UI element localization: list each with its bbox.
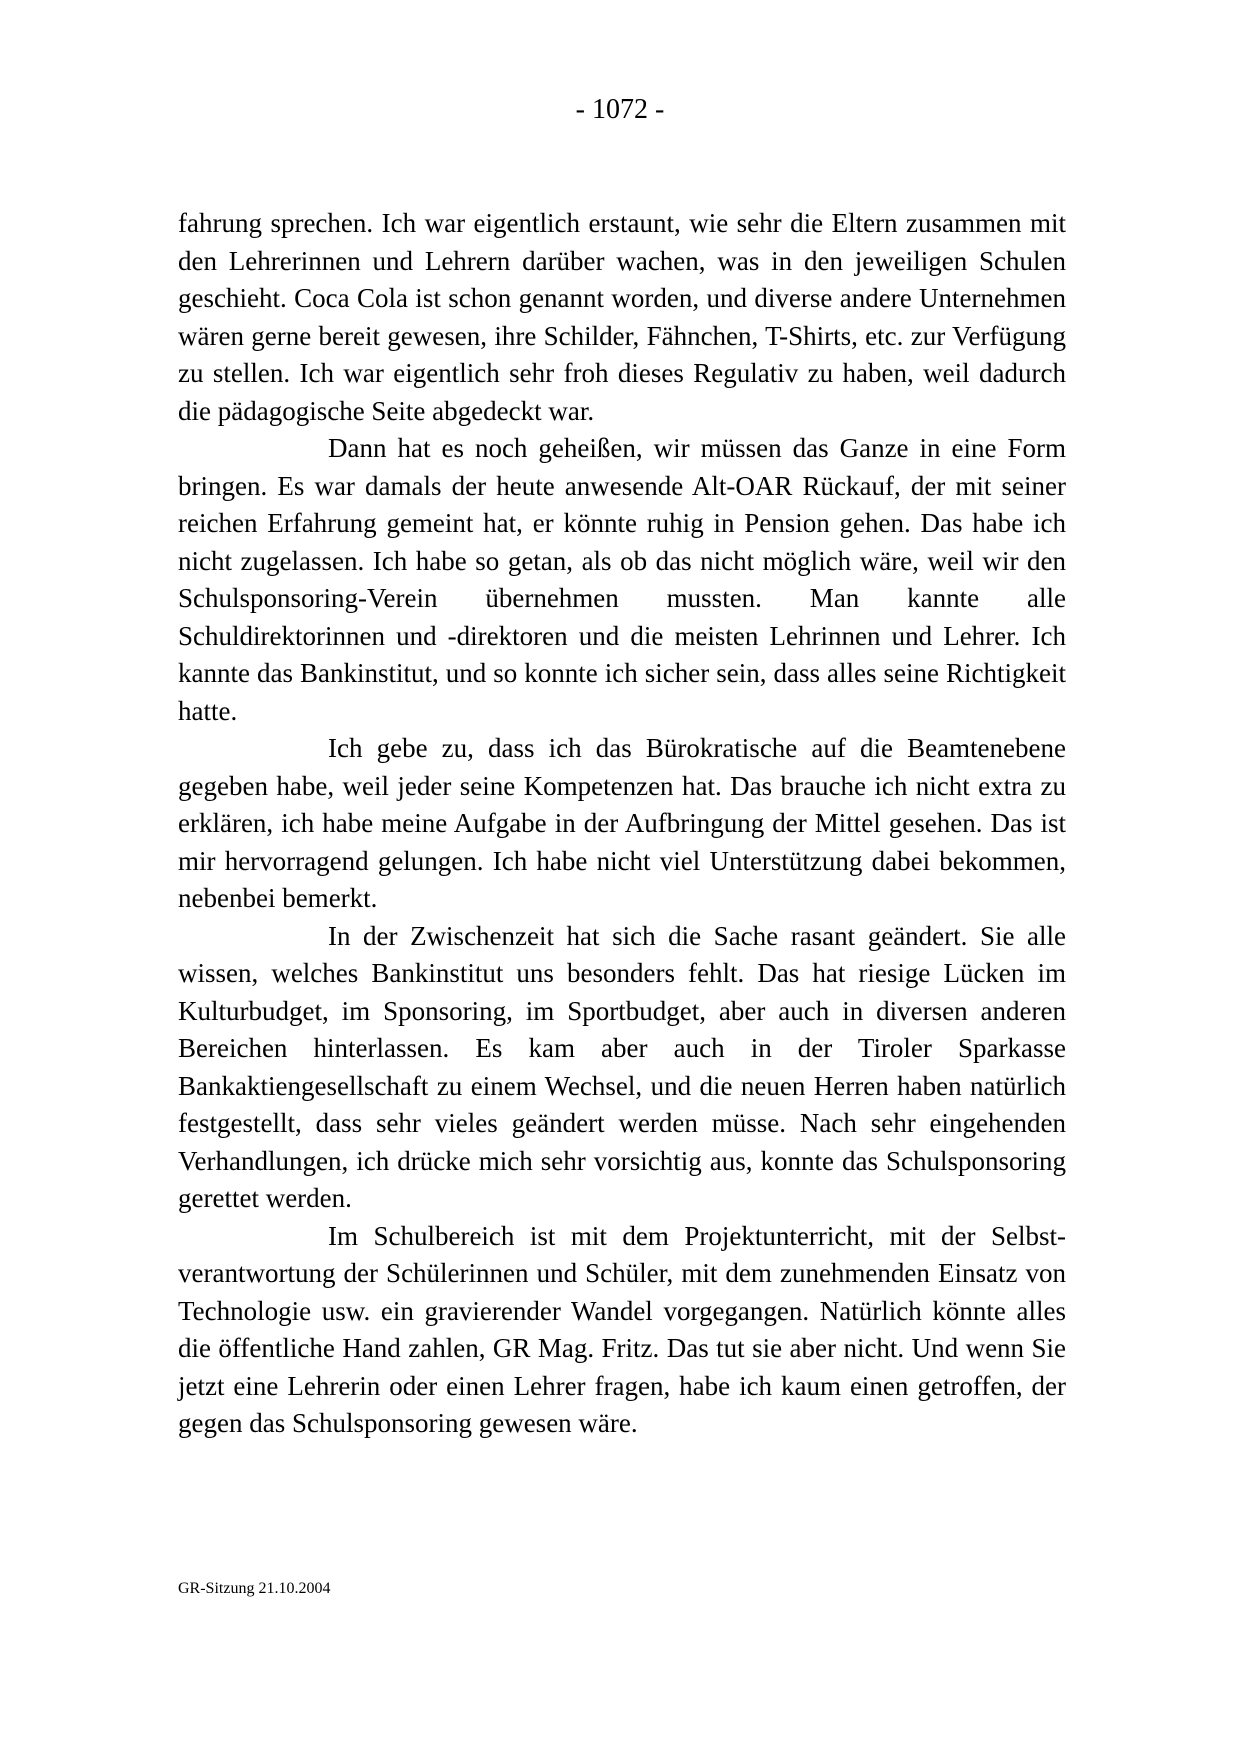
paragraph-2: Dann hat es noch geheißen, wir müssen das Ganze in eine Form bringen. Es war damals der heute anwesende Alt-OAR Rückauf, der mit seiner reichen Erfahrung gemeint hat, er könnte ruhig in Pension gehen. Das habe ich nicht zugelassen. Ich habe so getan, als ob das nicht möglich wäre, weil wir den Schulsponsoring-Verein übernehmen mussten. Man kannte alle Schuldirektorinnen und -direktoren und die meisten Lehrinnen und Lehrer. Ich kannte das Bankinstitut, und so konnte ich sicher sein, dass alles seine Richtigkeit hatte.	[178, 433, 1066, 726]
body-text	[178, 205, 1066, 1443]
footer-session-date: GR-Sitzung 21.10.2004	[178, 1580, 331, 1597]
paragraph-3: Ich gebe zu, dass ich das Bürokratische auf die Beamtenebene gegeben habe, weil jeder seine Kompetenzen hat. Das brauche ich nicht extra zu erklären, ich habe meine Aufgabe in der Aufbringung der Mittel gesehen. Das ist mir hervorragend gelungen. Ich habe nicht viel Unterstützung dabei bekommen, nebenbei bemerkt.	[178, 733, 1066, 913]
paragraph-1: fahrung sprechen. Ich war eigentlich erstaunt, wie sehr die Eltern zusammen mit den Lehrerinnen und Lehrern darüber wachen, was in den jeweiligen Schulen geschieht. Coca Cola ist schon genannt worden, und diverse andere Unternehmen wären gerne bereit gewesen, ihre Schilder, Fähnchen, T-Shirts, etc. zur Verfügung zu stellen. Ich war eigentlich sehr froh dieses Regulativ zu haben, weil dadurch die pädagogische Seite abgedeckt war.	[178, 208, 1066, 426]
page-number: - 1072 -	[575, 94, 665, 125]
paragraph-4: In der Zwischenzeit hat sich die Sache rasant geändert. Sie alle wissen, welches Bankinstitut uns besonders fehlt. Das hat riesige Lücken im Kulturbudget, im Sponsoring, im Sportbudget, aber auch in diversen anderen Bereichen hinterlassen. Es kam aber auch in der Tiroler Sparkasse Bankaktiengesellschaft zu einem Wechsel, und die neuen Herren haben natürlich festgestellt, dass sehr vieles geändert werden müsse. Nach sehr eingehenden Verhandlungen, ich drücke mich sehr vorsichtig aus, konnte das Schulsponsoring gerettet werden.	[178, 920, 1066, 1213]
paragraph-5: Im Schulbereich ist mit dem Projektunterricht, mit der Selbstverantwortung der Schülerinnen und Schüler, mit dem zunehmenden Einsatz von Technologie usw. ein gravierender Wandel vorgegangen. Natürlich könnte alles die öffentliche Hand zahlen, GR Mag. Fritz. Das tut sie aber nicht. Und wenn Sie jetzt eine Lehrerin oder einen Lehrer fragen, habe ich kaum einen getroffen, der gegen das Schulsponsoring gewesen wäre.	[178, 1220, 1066, 1438]
